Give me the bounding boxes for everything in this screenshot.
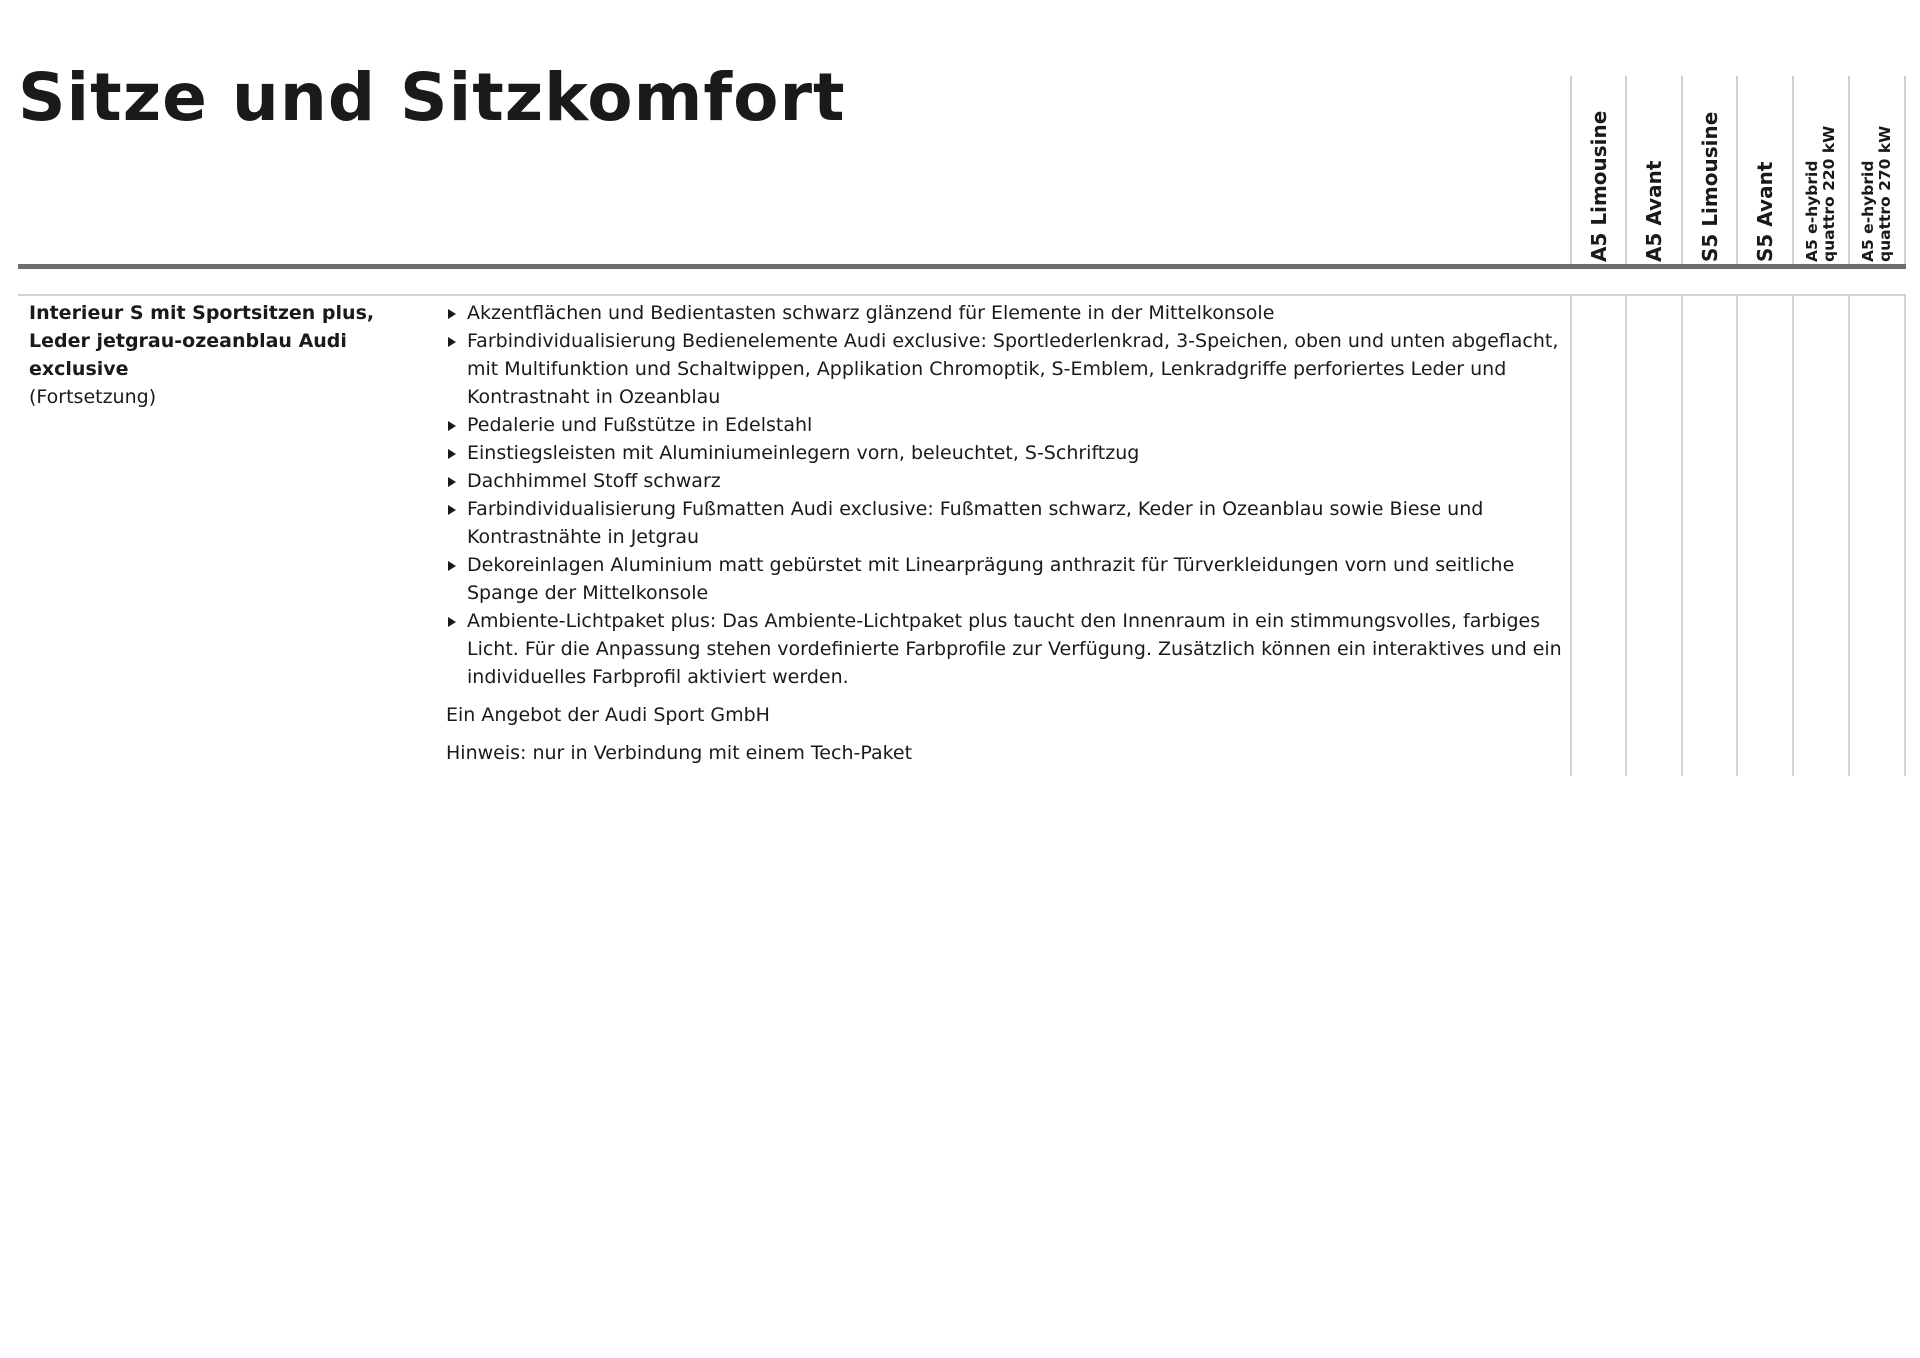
column-header-label: A5 Limousine (1586, 110, 1611, 262)
list-item-text: Dachhimmel Stoff schwarz (467, 470, 721, 492)
list-item (446, 439, 1564, 467)
triangle-bullet-icon (448, 561, 456, 571)
list-item-text: Dekoreinlagen Aluminium matt gebürstet mit Linearprägung anthrazit für Türverkleidungen vorn und seitliche Spange der Mittelkonsole (467, 554, 1515, 604)
column-header-a5-avant (1626, 76, 1681, 262)
header-rule (18, 264, 1906, 269)
column-header-s5-avant (1737, 76, 1792, 262)
triangle-bullet-icon (448, 421, 456, 431)
column-line (1681, 294, 1683, 776)
item-title (29, 299, 429, 411)
list-item (446, 495, 1564, 551)
list-item (446, 411, 1564, 439)
triangle-bullet-icon (448, 505, 456, 515)
triangle-bullet-icon (448, 477, 456, 487)
column-header-s5-limousine (1682, 76, 1737, 262)
column-line (1736, 294, 1738, 776)
column-header-label: S5 Limousine (1697, 111, 1722, 262)
note-text: Hinweis: nur in Verbindung mit einem Tech-Paket (446, 742, 913, 764)
list-item-text: Akzentflächen und Bedientasten schwarz glänzend für Elemente in der Mittelkonsole (467, 302, 1275, 324)
column-line (1792, 294, 1794, 776)
triangle-bullet-icon (448, 449, 456, 459)
item-title-suffix: (Fortsetzung) (29, 386, 157, 408)
list-item (446, 467, 1564, 495)
column-line (1570, 294, 1572, 776)
column-line (1848, 294, 1850, 776)
item-title-main: Interieur S mit Sportsitzen plus, Leder jetgrau-ozeanblau Audi exclusive (29, 302, 375, 380)
list-item-text: Einstiegsleisten mit Aluminiumeinlegern vorn, beleuchtet, S-Schriftzug (467, 442, 1140, 464)
column-header-label: A5 e-hybrid quattro 270 kW (1858, 125, 1894, 262)
column-line (1904, 294, 1906, 776)
list-item (446, 551, 1564, 607)
column-header-a5-limousine (1571, 76, 1626, 262)
list-item (446, 607, 1564, 691)
triangle-bullet-icon (448, 309, 456, 319)
list-item-text: Pedalerie und Fußstütze in Edelstahl (467, 414, 813, 436)
column-divider (1904, 76, 1906, 266)
feature-list (446, 299, 1564, 691)
column-header-label: A5 e-hybrid quattro 220 kW (1802, 125, 1838, 262)
list-item-text: Farbindividualisierung Bedienelemente Audi exclusive: Sportlederlenkrad, 3-Speichen, oben und unten abgeflacht, mit Multifunktion und Schaltwippen, Applikation Chromoptik, S-Emblem, Lenkradgriffe perforiertes Leder und Kontrastnaht in Ozeanblau (467, 330, 1559, 408)
column-header-a5-e-hybrid-220 (1793, 76, 1848, 262)
triangle-bullet-icon (448, 337, 456, 347)
note-text: Ein Angebot der Audi Sport GmbH (446, 704, 770, 726)
list-item-text: Farbindividualisierung Fußmatten Audi exclusive: Fußmatten schwarz, Keder in Ozeanblau sowie Biese und Kontrastnähte in Jetgrau (467, 498, 1484, 548)
column-line (1625, 294, 1627, 776)
item-description (446, 299, 1564, 767)
list-item-text: Ambiente-Lichtpaket plus: Das Ambiente-Lichtpaket plus taucht den Innenraum in ein stimmungsvolles, farbiges Licht. Für die Anpassung stehen vordefinierte Farbprofile zur Verfügung. Zusätzlich können ein interaktives und ein individuelles Farbprofil aktiviert werden. (467, 610, 1562, 688)
row-top-rule (18, 294, 1906, 296)
column-header-a5-e-hybrid-270 (1849, 76, 1904, 262)
list-item (446, 327, 1564, 411)
list-item (446, 299, 1564, 327)
page-title: Sitze und Sitzkomfort (18, 59, 846, 136)
column-header-label: A5 Avant (1641, 160, 1666, 262)
triangle-bullet-icon (448, 617, 456, 627)
column-header-label: S5 Avant (1752, 161, 1777, 262)
